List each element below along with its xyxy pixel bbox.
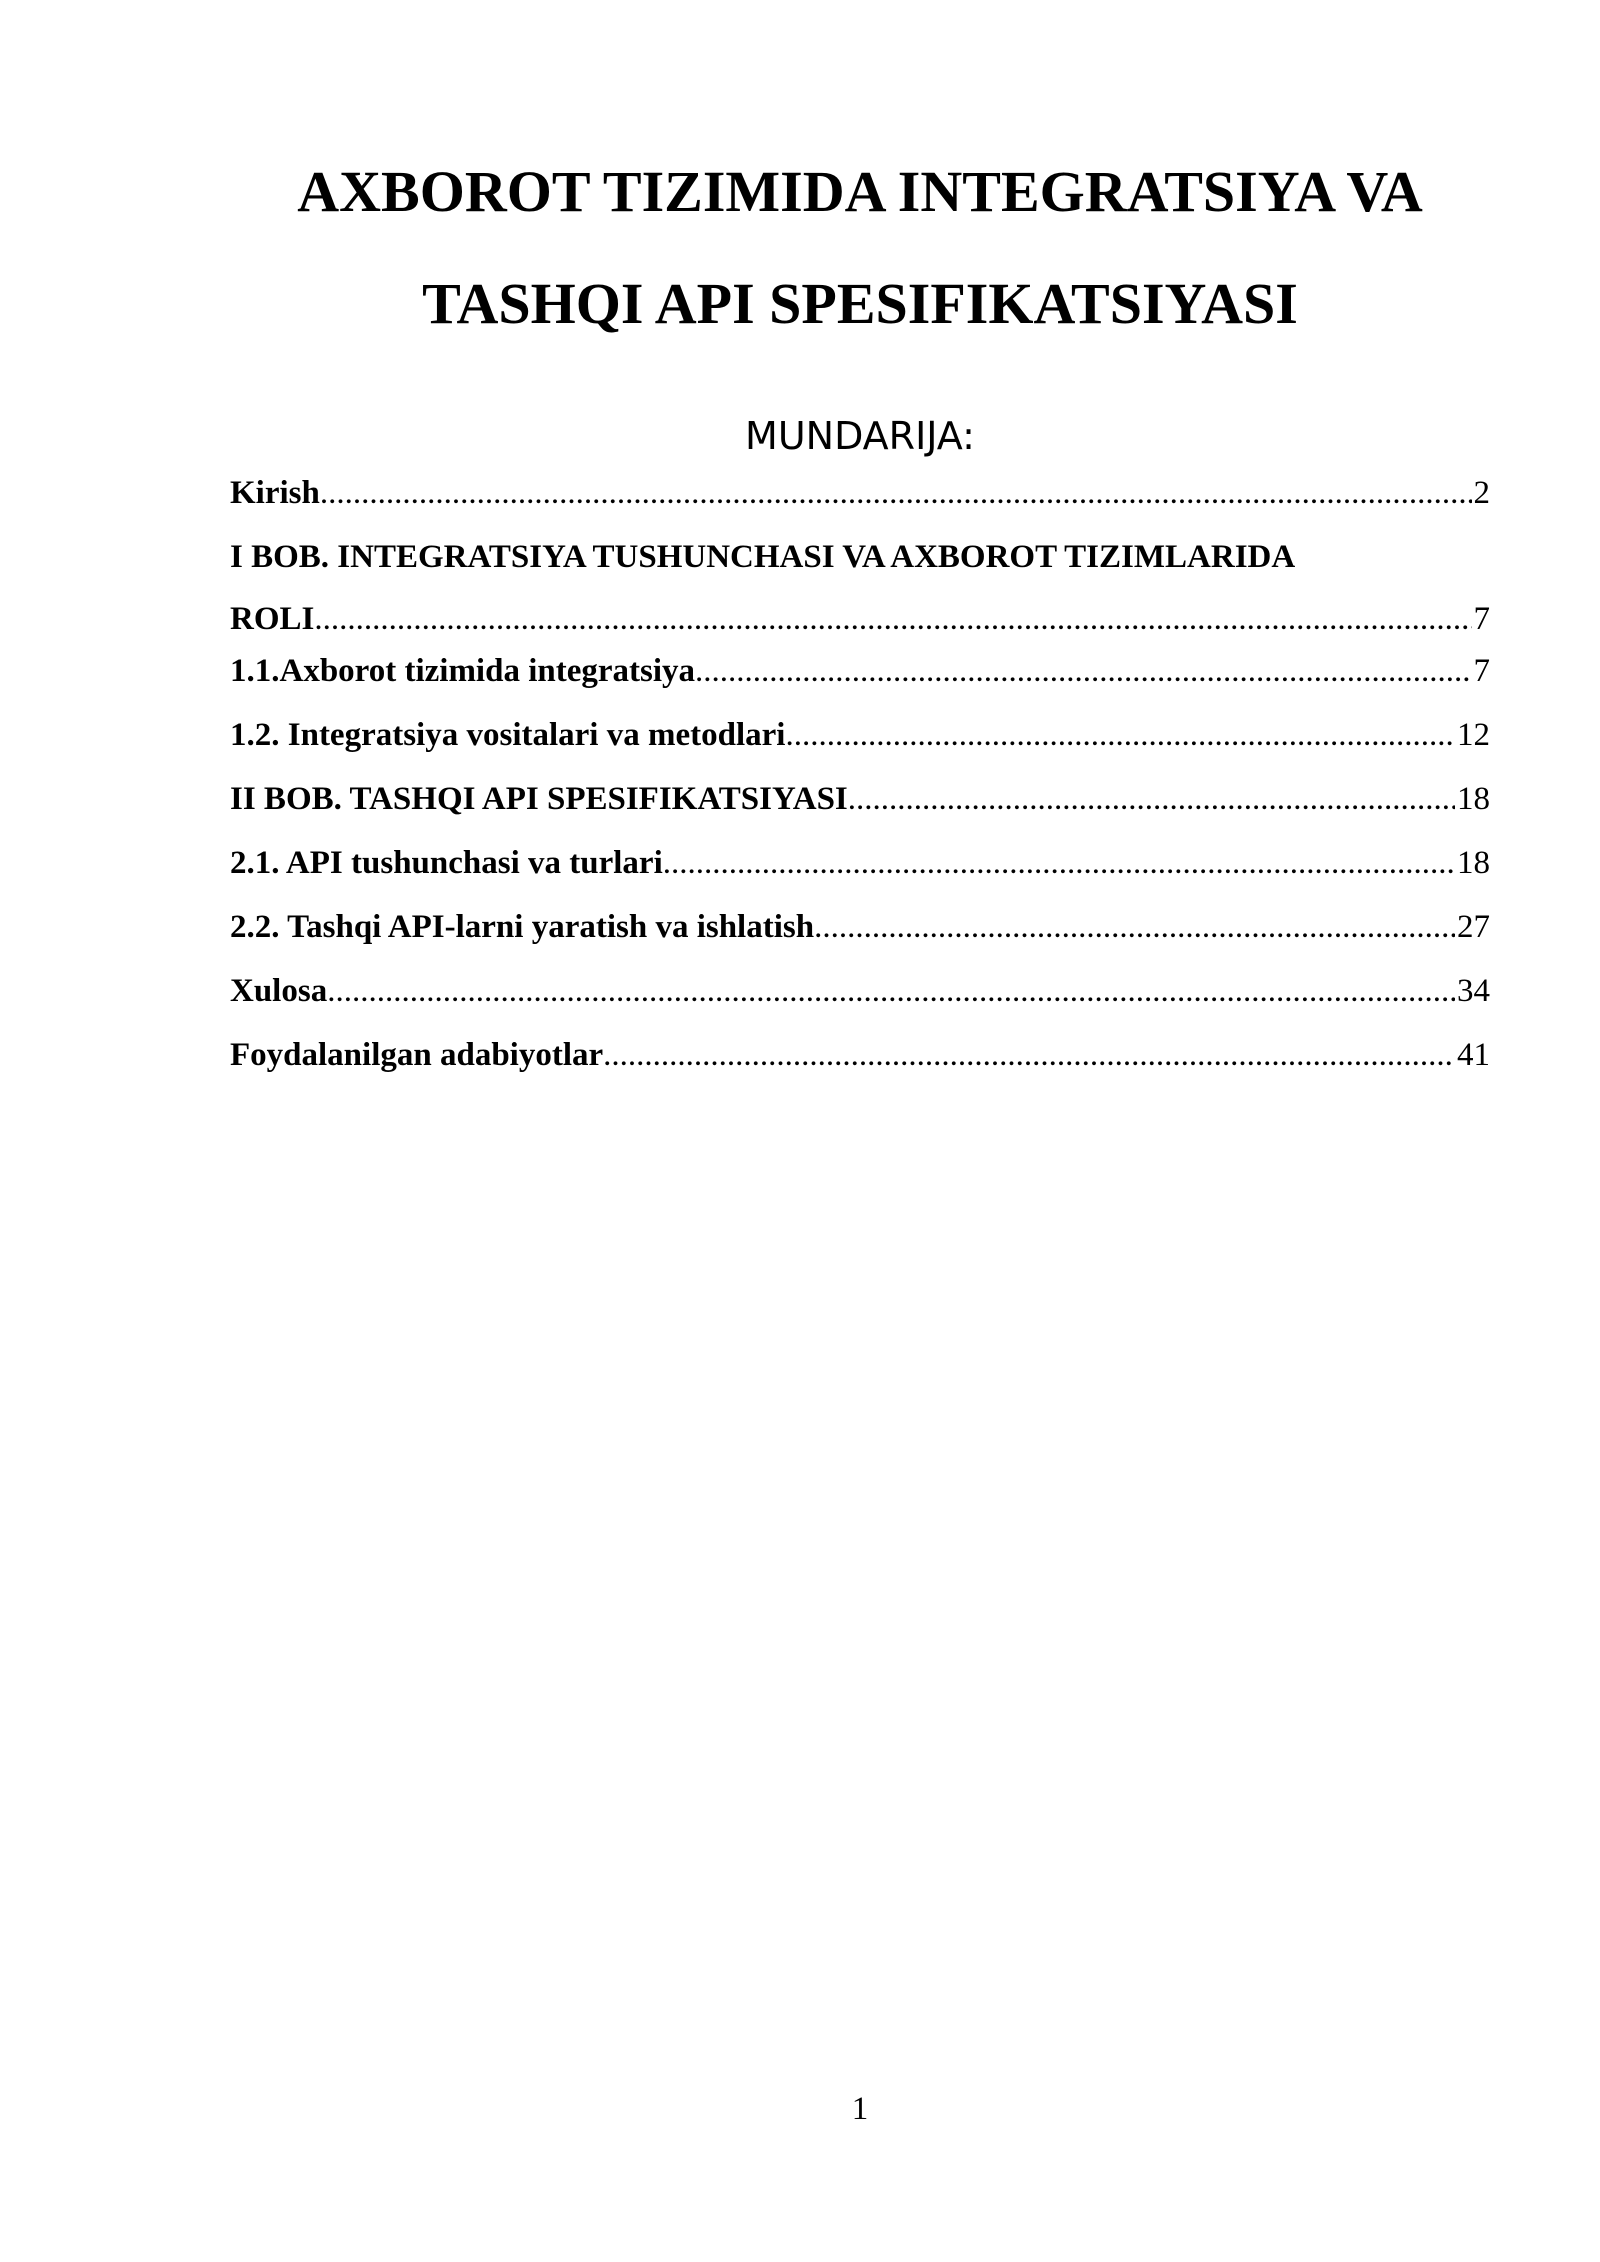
document-title-line-1: AXBOROT TIZIMIDA INTEGRATSIYA VA	[297, 159, 1423, 224]
toc-dot-leader	[785, 716, 1455, 754]
toc-entry-page: 18	[1457, 781, 1490, 817]
toc-entry-references[interactable]	[230, 1036, 1490, 1074]
toc-entry-title: 2.1. API tushunchasi va turlari	[230, 845, 663, 881]
toc-entry-page: 7	[1473, 601, 1490, 637]
toc-entry-section-2-1[interactable]	[230, 844, 1490, 882]
toc-dot-leader	[695, 652, 1471, 690]
toc-entry-title: 1.2. Integratsiya vositalari va metodlari	[230, 717, 786, 753]
toc-entry-page: 7	[1473, 653, 1490, 689]
toc-entry-kirish[interactable]	[230, 474, 1490, 512]
toc-dot-leader	[848, 780, 1455, 818]
table-of-contents-heading: MUNDARIJA:	[745, 414, 975, 458]
toc-dot-leader	[814, 908, 1455, 946]
toc-dot-leader	[327, 972, 1455, 1010]
toc-entry-page: 2	[1473, 475, 1490, 511]
toc-entry-page: 27	[1457, 909, 1490, 945]
toc-entry-title-line-1: I BOB. INTEGRATSIYA TUSHUNCHASI VA AXBOROT TIZIMLARIDA	[230, 539, 1296, 575]
toc-entry-section-1-1[interactable]	[230, 652, 1490, 690]
toc-entry-chapter-1[interactable]	[230, 538, 1490, 638]
toc-entry-page: 12	[1457, 717, 1490, 753]
toc-dot-leader	[663, 844, 1455, 882]
page-number: 1	[851, 2091, 869, 2127]
toc-entry-title: Kirish	[230, 475, 320, 511]
toc-entry-title: Foydalanilgan adabiyotlar	[230, 1037, 604, 1073]
toc-entry-xulosa[interactable]	[230, 972, 1490, 1010]
toc-entry-page: 18	[1457, 845, 1490, 881]
toc-dot-leader	[603, 1036, 1455, 1074]
toc-dot-leader	[320, 474, 1472, 512]
table-of-contents	[230, 0, 1490, 2262]
toc-entry-title: II BOB. TASHQI API SPESIFIKATSIYASI	[230, 781, 848, 817]
toc-entry-title: Xulosa	[230, 973, 328, 1009]
toc-entry-title: 2.2. Tashqi API-larni yaratish va ishlatish	[230, 909, 815, 945]
toc-dot-leader	[314, 600, 1471, 638]
toc-entry-title: ROLI	[230, 601, 315, 637]
toc-entry-title: 1.1.Axborot tizimida integratsiya	[230, 653, 696, 689]
toc-entry-section-2-2[interactable]	[230, 908, 1490, 946]
toc-entry-page: 41	[1457, 1037, 1490, 1073]
toc-entry-page: 34	[1457, 973, 1490, 1009]
document-title-line-2: TASHQI API SPESIFIKATSIYASI	[422, 271, 1298, 336]
toc-entry-section-1-2[interactable]	[230, 716, 1490, 754]
toc-entry-chapter-2[interactable]	[230, 780, 1490, 818]
